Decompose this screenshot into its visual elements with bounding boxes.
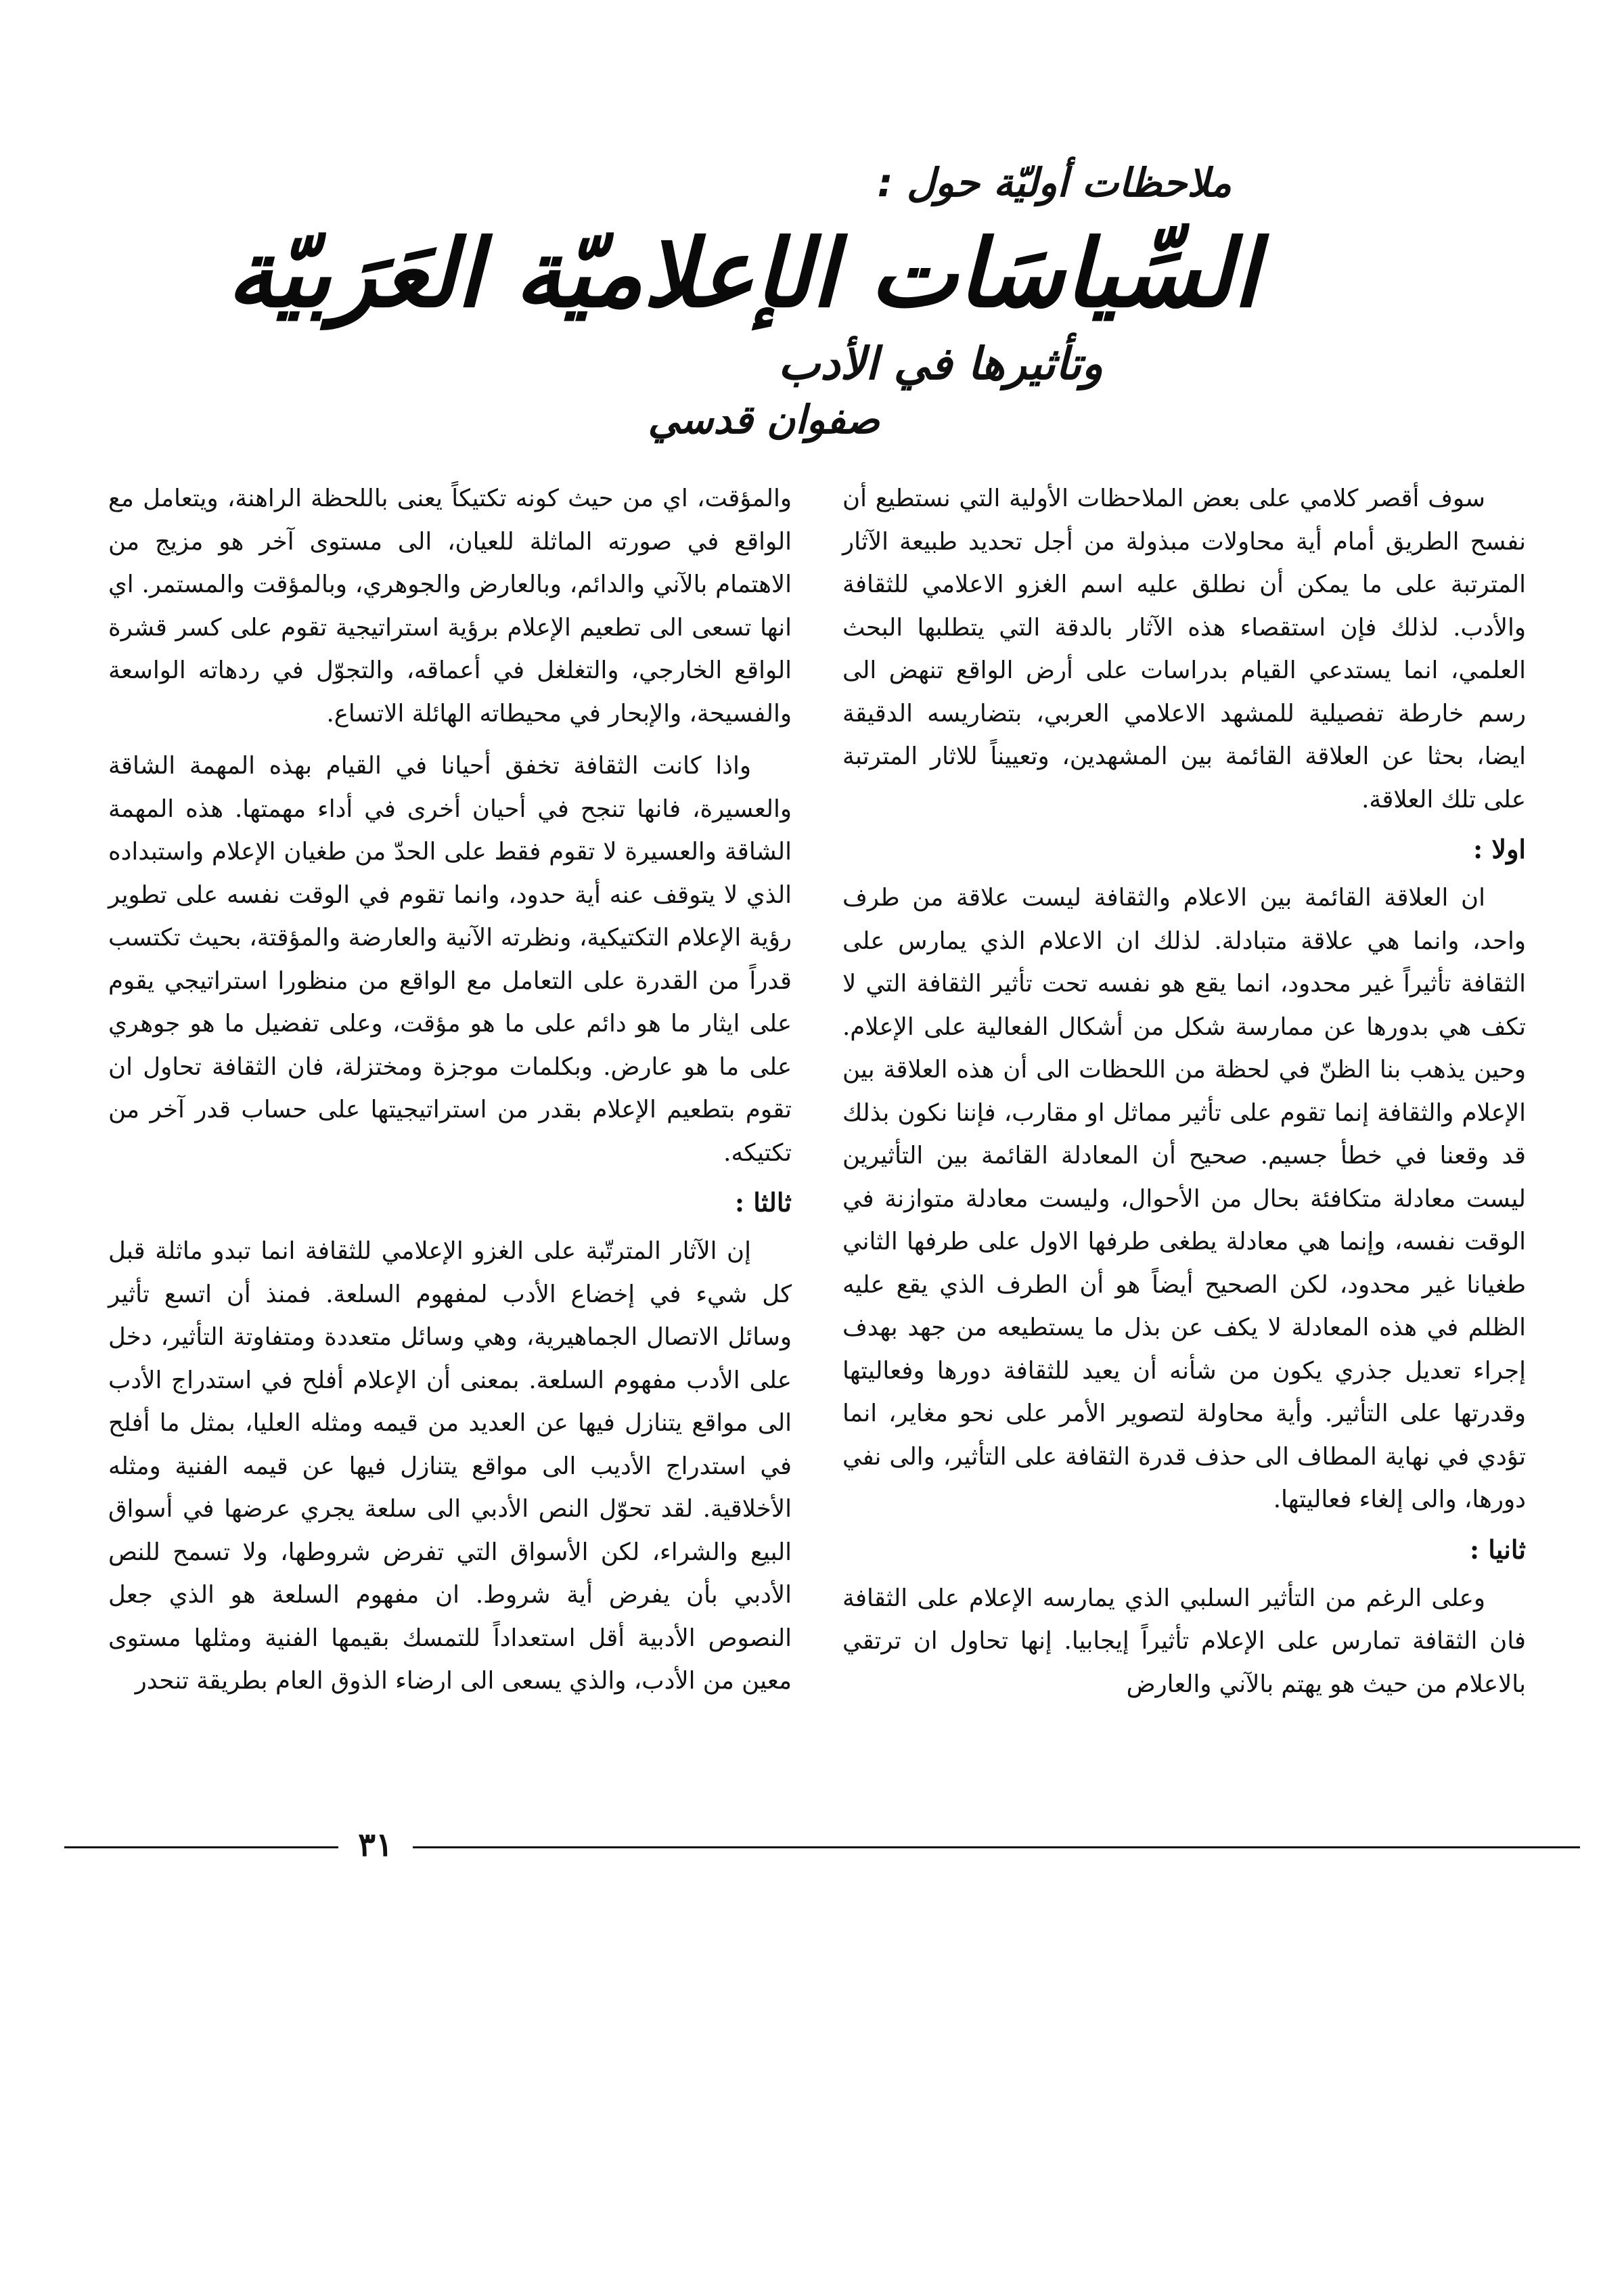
article-header — [227, 156, 1259, 453]
section-heading: ثانيا : — [1469, 1534, 1526, 1565]
footer-rule-right — [413, 1846, 1580, 1848]
paragraph: إن الآثار المترتّبة على الغزو الإعلامي للثقافة انما تبدو ماثلة قبل كل شيء في إخضاع الأدب لمفهوم السلعة. فمنذ أن اتسع تأثير وسائل الاتصال الجماهيرية، وهي وسائل متعددة ومتفاوتة التأثير، دخل على الأدب مفهوم السلعة. بمعنى أن الإعلام أفلح في استدراج الأدب الى مواقع يتنازل فيها عن العديد من قيمه ومثله العليا، بمثل ما أفلح في استدراج الأديب الى مواقع يتنازل فيها عن قيمه الفنية ومثله الأخلاقية. لقد تحوّل النص الأدبي الى سلعة يجري عرضها في أسواق البيع والشراء، لكن الأسواق التي تفرض شروطها، ولا تسمح للنص الأدبي بأن يفرض أية شروط. ان مفهوم السلعة هو الذي جعل النصوص الأدبية أقل استعداداً للتمسك بقيمها الفنية ومثلها مستوى معين من الأدب، والذي يسعى الى ارضاء الذوق العام بطريقة تنحدر — [108, 1237, 792, 1695]
section-heading: ثالثا : — [734, 1187, 792, 1218]
article-kicker: ملاحظات أوليّة حول : — [877, 160, 1232, 206]
paragraph: سوف أقصر كلامي على بعض الملاحظات الأولية التي نستطيع أن نفسح الطريق أمام أية محاولات مبذولة من أجل تحديد طبيعة الآثار المترتبة على ما يمكن أن نطلق عليه اسم الغزو الاعلامي للثقافة والأدب. لذلك فإن استقصاء هذه الآثار بالدقة التي يتطلبها البحث العلمي، انما يستدعي القيام بدراسات على أرض الواقع تنهض الى رسم خارطة تفصيلية للمشهد الاعلامي العربي، بتضاريسه الدقيقة ايضا، بحثا عن العلاقة القائمة بين المشهدين، وتعييناً للاثار المترتبة على تلك العلاقة. — [842, 485, 1526, 814]
paragraph: ان العلاقة القائمة بين الاعلام والثقافة ليست علاقة من طرف واحد، وانما هي علاقة متبادلة. لذلك ان الاعلام الذي يمارس على الثقافة تأثيراً غير محدود، انما يقع هو نفسه تحت تأثير الثقافة التي لا تكف هي بدورها عن ممارسة شكل من أشكال الفعالية على الإعلام. وحين يذهب بنا الظنّ في لحظة من اللحظات الى أن هذه العلاقة بين الإعلام والثقافة إنما تقوم على تأثير مماثل او مقارب، فإننا نكون بذلك قد وقعنا في خطأ جسيم. صحيح أن المعادلة القائمة بين التأثيرين ليست معادلة متكافئة بحال من الأحوال، وليست معادلة متوازنة في الوقت نفسه، وإنما هي معادلة يطغى طرفها الاول على طرفها الثاني طغيانا غير محدود، لكن الصحيح أيضاً هو أن الطرف الذي يقع عليه الظلم في هذه المعادلة لا يكف عن بذل ما يستطيعه من جهد بهدف إجراء تعديل جذري يكون من شأنه أن يعيد للثقافة دورها وفعاليتها وقدرتها على التأثير. وأية محاولة لتصوير الأمر على نحو مغاير، انما تؤدي في نهاية المطاف الى حذف قدرة الثقافة على التأثير، والى نفي دورها، والى إلغاء فعاليتها. — [842, 884, 1526, 1513]
paragraph: واذا كانت الثقافة تخفق أحيانا في القيام بهذه المهمة الشاقة والعسيرة، فانها تنجح في أحيان أخرى في أداء مهمتها. هذه المهمة الشاقة والعسيرة لا تقوم فقط على الحدّ من طغيان الإعلام واستبداده الذي لا يتوقف عنه أية حدود، وانما تقوم في الوقت نفسه على تطوير رؤية الإعلام التكتيكية، ونظرته الآنية والعارضة والمؤقتة، بحيث تكتسب قدراً من القدرة على التعامل مع الواقع من منظورا استراتيجي يقوم على ايثار ما هو دائم على ما هو مؤقت، وعلى تفضيل ما هو جوهري على ما هو عارض. وبكلمات موجزة ومختزلة، فان الثقافة تحاول ان تقوم بتطعيم الإعلام بقدر من استراتيجيتها على حساب قدر آخر من تكتيكه. — [108, 752, 792, 1167]
section-heading: اولا : — [1473, 834, 1526, 864]
right-column — [842, 477, 1526, 1706]
article-subtitle: وتأثيرها في الأدب — [778, 338, 1103, 390]
footer-rule-left — [64, 1846, 338, 1848]
paragraph: والمؤقت، اي من حيث كونه تكتيكاً يعنى باللحظة الراهنة، ويتعامل مع الواقع في صورته الماثلة للعيان، الى مستوى آخر هو مزيج من الاهتمام بالآني والدائم، وبالعارض والجوهري، وبالمؤقت والمستمر. اي انها تسعى الى تطعيم الإعلام برؤية استراتيجية تقوم على كسر قشرة الواقع الخارجي، والتغلغل في أعماقه، والتجوّل في ردهاته الواسعة والفسيحة، والإبحار في محيطاته الهائلة الاتساع. — [108, 485, 792, 728]
article-title: السِّياسَات الإعلاميّة العَرَبيّة — [227, 219, 1259, 328]
page-number: ٣١ — [358, 1826, 393, 1864]
left-column — [108, 477, 792, 1703]
article-author: صفوان قدسي — [648, 397, 880, 443]
paragraph: وعلى الرغم من التأثير السلبي الذي يمارسه الإعلام على الثقافة فان الثقافة تمارس على الإعلام تأثيراً إيجابيا. إنها تحاول ان ترتقي بالاعلام من حيث هو يهتم بالآني والعارض — [842, 1584, 1526, 1698]
